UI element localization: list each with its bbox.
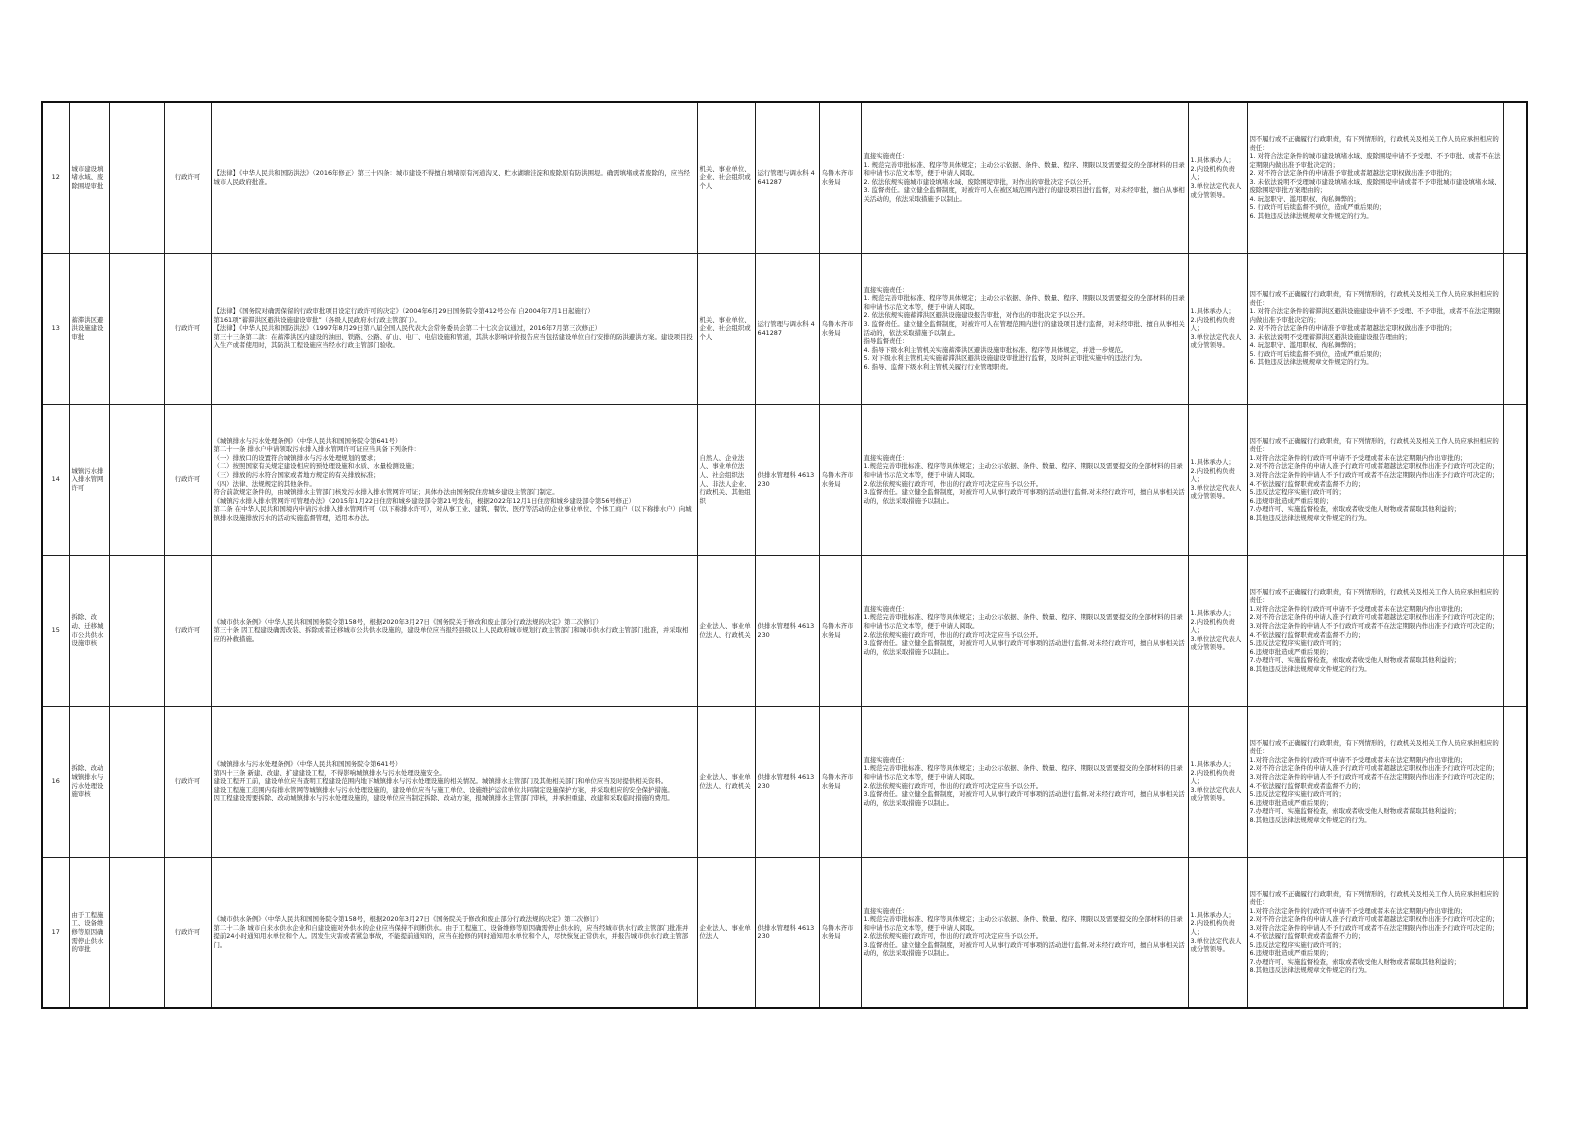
table-row	[42, 706, 1527, 857]
remarks-cell	[1503, 555, 1527, 706]
accountability-situations-cell: 因不履行或不正确履行行政职责，有下列情形的，行政机关及相关工作人员应承担相应的责任： 1.对符合法定条件的行政许可申请不予受理或者未在法定期限内作出审批的； 2.对不符合法定条件的申请人准予行政许可或者超越法定职权作出准予行政许可决定的； 3.对符合法定条件的申请人不予行政许可或者不在法定期限内作出准予行政许可决定的； 4.不依法履行监督职责或者监督不力的； 5.违反法定程序实施行政许可的； 6.违规审批造成严重后果的； 7.办理许可、实施监督检查，索取或者收受他人财物或者谋取其他利益的； 8.其他违反法律法规规章文件规定的行为。	[1247, 404, 1503, 555]
power-type-cell: 行政许可	[164, 404, 211, 555]
sub-item-name-cell	[109, 555, 164, 706]
responsible-department-cell: 运行管理与调水科 4641287	[755, 253, 819, 404]
service-object-cell: 自然人、企业法人、事业单位法人、社会组织法人、非法人企业、行政机关、其他组织	[697, 404, 755, 555]
item-name-cell: 城镇污水排入排水管网许可	[69, 404, 109, 555]
remarks-cell	[1503, 102, 1527, 253]
legal-basis-cell: 【法律】《中华人民共和国防洪法》（2016年修正）第三十四条：城市建设不得擅自填堵原有河道沟叉、贮水湖塘洼淀和废除原有防洪围堤。确需填堵或者废除的，应当经城市人民政府批准。	[211, 102, 697, 253]
implementing-agency-cell: 乌鲁木齐市水务局	[819, 857, 861, 1008]
duty-items-cell: 直接实施责任： 1. 规范完善审批标准、程序等具体规定；主动公示依据、条件、数量、程序、期限以及需要提交的全部材料的目录和申请书示范文本等，便于申请人阅取。 2. 依法依规实施蓄滞洪区避洪设施建设报告审批，对作出的审批决定予以公开。 3. 监督责任。建立健全监督制度，对被许可人在管理范围内进行的建设项目进行监督，对未经审批、擅自从事相关活动的，依法采取措施予以制止。 指导监督责任： 4. 指导下级水利主管机关实施蓄滞洪区避洪设施审批标准、程序等具体规定，并进一步规范。 5. 对下级水利主管机关实施蓄滞洪区避洪设施建设审批进行监督，及时纠正审批实施中的违法行为。 6. 指导、监督下级水利主管机关履行行业管理职责。	[861, 253, 1188, 404]
item-name-cell: 拆除、改动、迁移城市公共供水设施审核	[69, 555, 109, 706]
item-number-cell: 16	[42, 706, 69, 857]
implementing-agency-cell: 乌鲁木齐市水务局	[819, 102, 861, 253]
duty-items-cell: 直接实施责任： 1.规范完善审批标准、程序等具体规定；主动公示依据、条件、数量、程序、期限以及需要提交的全部材料的目录和申请书示范文本等，便于申请人阅取。 2.依法依规实施行政许可，作出的行政许可决定应当予以公开。 3.监督责任。建立健全监督制度，对被许可人从事行政许可事项的活动进行监督,对未经行政许可，擅自从事相关活动的，依法采取措施予以制止。	[861, 706, 1188, 857]
duty-items-cell: 直接实施责任： 1. 规范完善审批标准、程序等具体规定；主动公示依据、条件、数量、程序、期限以及需要提交的全部材料的目录和申请书示范文本等，便于申请人阅取。 2. 依法依规实施城市建设填堵水域、废除围堤审批，对作出的审批决定予以公开。 3. 监督责任。建立健全监督制度，对被许可人在被区域范围内进行的建设项目进行监督，对未经审批，擅自从事相关活动的，依法采取措施予以制止。	[861, 102, 1188, 253]
power-type-cell: 行政许可	[164, 555, 211, 706]
item-number-cell: 12	[42, 102, 69, 253]
accountability-situations-cell: 因不履行或不正确履行行政职责，有下列情形的，行政机关及相关工作人员应承担相应的责任： 1.对符合法定条件的行政许可申请不予受理或者未在法定期限内作出审批的； 2.对不符合法定条件的申请人准予行政许可或者超越法定职权作出准予行政许可决定的； 3.对符合法定条件的申请人不予行政许可或者不在法定期限内作出准予行政许可决定的； 4.不依法履行监督职责或者监督不力的； 5.违反法定程序实施行政许可的； 6.违规审批造成严重后果的； 7.办理许可、实施监督检查，索取或者收受他人财物或者谋取其他利益的； 8.其他违反法律法规规章文件规定的行为。	[1247, 857, 1503, 1008]
legal-basis-cell: 《城市供水条例》（中华人民共和国国务院令第158号，根据2020年3月27日《国务院关于修改和废止部分行政法规的决定》第二次修订） 第三十条 因工程建设确需改装、拆除或者迁移城市公共供水设施的，建设单位应当报经县级以上人民政府城市规划行政主管部门和城市供水行政主管部门批准，并采取相应的补救措施。	[211, 555, 697, 706]
responsible-persons-cell: 1.具体承办人； 2.内设机构负责人； 3.单位法定代表人或分管领导。	[1188, 404, 1247, 555]
sub-item-name-cell	[109, 253, 164, 404]
item-number-cell: 14	[42, 404, 69, 555]
service-object-cell: 企业法人、事业单位法人、行政机关	[697, 555, 755, 706]
item-name-cell: 由于工程施工、设备维修等原因确需停止供水的审批	[69, 857, 109, 1008]
responsible-department-cell: 供排水管理科 4613230	[755, 857, 819, 1008]
responsible-persons-cell: 1.具体承办人； 2.内设机构负责人； 3.单位法定代表人或分管领导。	[1188, 706, 1247, 857]
power-type-cell: 行政许可	[164, 706, 211, 857]
responsible-department-cell: 供排水管理科 4613230	[755, 555, 819, 706]
accountability-situations-cell: 因不履行或不正确履行行政职责，有下列情形的，行政机关及相关工作人员应承担相应的责任： 1.对符合法定条件的行政许可申请不予受理或者未在法定期限内作出审批的； 2.对不符合法定条件的申请人准予行政许可或者超越法定职权作出准予行政许可决定的； 3.对符合法定条件的申请人不予行政许可或者不在法定期限内作出准予行政许可决定的； 4.不依法履行监督职责或者监督不力的； 5.违反法定程序实施行政许可的； 6.违规审批造成严重后果的； 7.办理许可、实施监督检查，索取或者收受他人财物或者谋取其他利益的； 8.其他违反法律法规规章文件规定的行为。	[1247, 706, 1503, 857]
item-number-cell: 13	[42, 253, 69, 404]
service-object-cell: 机关、事业单位、企业、社会组织或个人	[697, 253, 755, 404]
duty-items-cell: 直接实施责任： 1.规范完善审批标准、程序等具体规定；主动公示依据、条件、数量、程序、期限以及需要提交的全部材料的目录和申请书示范文本等，便于申请人阅取。 2.依法依规实施行政许可，作出的行政许可决定应当予以公开。 3.监督责任。建立健全监督制度，对被许可人从事行政许可事项的活动进行监督,对未经行政许可，擅自从事相关活动的，依法采取措施予以制止。	[861, 404, 1188, 555]
table-row	[42, 555, 1527, 706]
remarks-cell	[1503, 857, 1527, 1008]
implementing-agency-cell: 乌鲁木齐市水务局	[819, 706, 861, 857]
responsible-persons-cell: 1.具体承办人； 2.内设机构负责人； 3.单位法定代表人或分管领导。	[1188, 253, 1247, 404]
implementing-agency-cell: 乌鲁木齐市水务局	[819, 404, 861, 555]
implementing-agency-cell: 乌鲁木齐市水务局	[819, 555, 861, 706]
item-number-cell: 17	[42, 857, 69, 1008]
service-object-cell: 企业法人、事业单位法人	[697, 857, 755, 1008]
legal-basis-cell: 《城镇排水与污水处理条例》（中华人民共和国国务院令第641号） 第二十一条 排水户申请领取污水排入排水管网许可证应当具备下列条件： （一）排放口的设置符合城镇排水与污水处理规划的要求； （二）按照国家有关规定建设相应的预处理设施和水质、水量检测设施； （三）排放的污水符合国家或者地方规定的有关排放标准； （四）法律、法规规定的其他条件。 符合前款规定条件的，由城镇排水主管部门核发污水排入排水管网许可证；具体办法由国务院住房城乡建设主管部门制定。 《城镇污水排入排水管网许可管理办法》（2015年1月22日住房和城乡建设部令第21号发布，根据2022年12月1日住房和城乡建设部令第56号修正） 第二条 在中华人民共和国境内申请污水排入排水管网许可（以下称排水许可），对从事工业、建筑、餐饮、医疗等活动的企业事业单位、个体工商户（以下称排水户）向城镇排水设施排放污水的活动实施监督管理，适用本办法。	[211, 404, 697, 555]
table-row	[42, 102, 1527, 253]
duty-items-cell: 直接实施责任： 1.规范完善审批标准、程序等具体规定；主动公示依据、条件、数量、程序、期限以及需要提交的全部材料的目录和申请书示范文本等，便于申请人阅取。 2.依法依规实施行政许可，作出的行政许可决定应当予以公开。 3.监督责任。建立健全监督制度，对被许可人从事行政许可事项的活动进行监督,对未经行政许可，擅自从事相关活动的，依法采取措施予以制止。	[861, 555, 1188, 706]
accountability-situations-cell: 因不履行或不正确履行行政职责，有下列情形的，行政机关及相关工作人员应承担相应的责任： 1. 对符合法定条件的城市建设填堵水域、废除围堤申请不予受理、不予审批、或者不在法定期限内做出准予审批决定的； 2. 对不符合法定条件的申请准予审批或者超越法定职权做出准予审批的； 3. 未依法说明不受理城市建设填堵水域、废除围堤申请或者不予审批城市建设填堵水域、废除围堤审批方案理由的； 4. 玩忽职守、滥用职权、徇私舞弊的； 5. 行政许可后续监督不到位，造成严重后果的； 6. 其他违反法律法规规章文件规定的行为。	[1247, 102, 1503, 253]
responsible-department-cell: 运行管理与调水科 4641287	[755, 102, 819, 253]
accountability-situations-cell: 因不履行或不正确履行行政职责，有下列情形的，行政机关及相关工作人员应承担相应的责任： 1.对符合法定条件的行政许可申请不予受理或者未在法定期限内作出审批的； 2.对不符合法定条件的申请人准予行政许可或者超越法定职权作出准予行政许可决定的； 3.对符合法定条件的申请人不予行政许可或者不在法定期限内作出准予行政许可决定的； 4.不依法履行监督职责或者监督不力的； 5.违反法定程序实施行政许可的； 6.违规审批造成严重后果的； 7.办理许可、实施监督检查，索取或者收受他人财物或者谋取其他利益的； 8.其他违反法律法规规章文件规定的行为。	[1247, 555, 1503, 706]
power-type-cell: 行政许可	[164, 102, 211, 253]
service-object-cell: 企业法人、事业单位法人、行政机关	[697, 706, 755, 857]
power-type-cell: 行政许可	[164, 253, 211, 404]
remarks-cell	[1503, 706, 1527, 857]
service-object-cell: 机关、事业单位、企业、社会组织或个人	[697, 102, 755, 253]
sub-item-name-cell	[109, 857, 164, 1008]
power-type-cell: 行政许可	[164, 857, 211, 1008]
accountability-situations-cell: 因不履行或不正确履行行政职责，有下列情形的，行政机关及相关工作人员应承担相应的责任： 1. 对符合法定条件的蓄滞洪区避洪设施建设申请不予受理、不予审批，或者不在法定期限内做出准予审批决定的； 2. 对不符合法定条件的申请准予审批或者超越法定职权做出准予审批的； 3. 未依法说明不受理蓄滞洪区避洪设施建设报告理由的； 4. 玩忽职守、滥用职权、徇私舞弊的； 5. 行政许可后续监督不到位，造成严重后果的； 6. 其他违反法律法规规章文件规定的行为。	[1247, 253, 1503, 404]
implementing-agency-cell: 乌鲁木齐市水务局	[819, 253, 861, 404]
sub-item-name-cell	[109, 404, 164, 555]
responsible-department-cell: 供排水管理科 4613230	[755, 404, 819, 555]
item-name-cell: 蓄滞洪区避洪设施建设审批	[69, 253, 109, 404]
item-name-cell: 城市建设填堵水域、废除围堤审批	[69, 102, 109, 253]
sub-item-name-cell	[109, 706, 164, 857]
table-row	[42, 253, 1527, 404]
legal-basis-cell: 【法律】《国务院对确需保留的行政审批项目设定行政许可的决定》（2004年6月29日国务院令第412号公布 自2004年7月1日起施行） 第161项“蓄滞洪区避洪设施建设审批”（各级人民政府水行政主管部门）。 【法律】《中华人民共和国防洪法》（1997年8月29日第八届全国人民代表大会常务委员会第二十七次会议通过，2016年7月第三次修正） 第三十三条第二款：在蓄滞洪区内建设的油田、铁路、公路、矿山、电厂、电信设施和管道，其洪水影响评价报告应当包括建设单位自行安排的防洪避洪方案。建设项目投入生产或者使用时，其防洪工程设施应当经水行政主管部门验收。	[211, 253, 697, 404]
table-row	[42, 404, 1527, 555]
remarks-cell	[1503, 404, 1527, 555]
responsible-persons-cell: 1.具体承办人； 2.内设机构负责人； 3.单位法定代表人或分管领导。	[1188, 857, 1247, 1008]
remarks-cell	[1503, 253, 1527, 404]
responsible-department-cell: 供排水管理科 4613230	[755, 706, 819, 857]
responsible-persons-cell: 1.具体承办人； 2.内设机构负责人； 3.单位法定代表人或分管领导。	[1188, 555, 1247, 706]
power-list-table	[41, 101, 1528, 1009]
legal-basis-cell: 《城镇排水与污水处理条例》（中华人民共和国国务院令第641号） 第四十三条 新建、改建、扩建建设工程，不得影响城镇排水与污水处理设施安全。 建设工程开工前，建设单位应当查明工程建设范围内地下城镇排水与污水处理设施的相关情况。城镇排水主管部门及其他相关部门和单位应当及时提供相关资料。 建设工程施工范围内有排水管网等城镇排水与污水处理设施的，建设单位应当与施工单位、设施维护运营单位共同制定设施保护方案，并采取相应的安全保护措施。 因工程建设需要拆除、改动城镇排水与污水处理设施的，建设单位应当制定拆除、改动方案，报城镇排水主管部门审核，并承担重建、改建和采取临时措施的费用。	[211, 706, 697, 857]
duty-items-cell: 直接实施责任： 1.规范完善审批标准、程序等具体规定；主动公示依据、条件、数量、程序、期限以及需要提交的全部材料的目录和申请书示范文本等，便于申请人阅取。 2.依法依规实施行政许可，作出的行政许可决定应当予以公开。 3.监督责任。建立健全监督制度，对被许可人从事行政许可事项的活动进行监督,对未经行政许可，擅自从事相关活动的，依法采取措施予以制止。	[861, 857, 1188, 1008]
legal-basis-cell: 《城市供水条例》（中华人民共和国国务院令第158号，根据2020年3月27日《国务院关于修改和废止部分行政法规的决定》第二次修订） 第二十二条 城市自来水供水企业和自建设施对外供水的企业应当保持不间断供水。由于工程施工、设备维修等原因确需停止供水的，应当经城市供水行政主管部门批准并提前24小时通知用水单位和个人。因发生灾害或者紧急事故，不能提前通知的，应当在抢修的同时通知用水单位和个人，尽快恢复正常供水，并报告城市供水行政主管部门。	[211, 857, 697, 1008]
responsible-persons-cell: 1.具体承办人； 2.内设机构负责人； 3.单位法定代表人或分管领导。	[1188, 102, 1247, 253]
table-row	[42, 857, 1527, 1008]
item-number-cell: 15	[42, 555, 69, 706]
sub-item-name-cell	[109, 102, 164, 253]
item-name-cell: 拆除、改动城镇排水与污水处理设施审核	[69, 706, 109, 857]
